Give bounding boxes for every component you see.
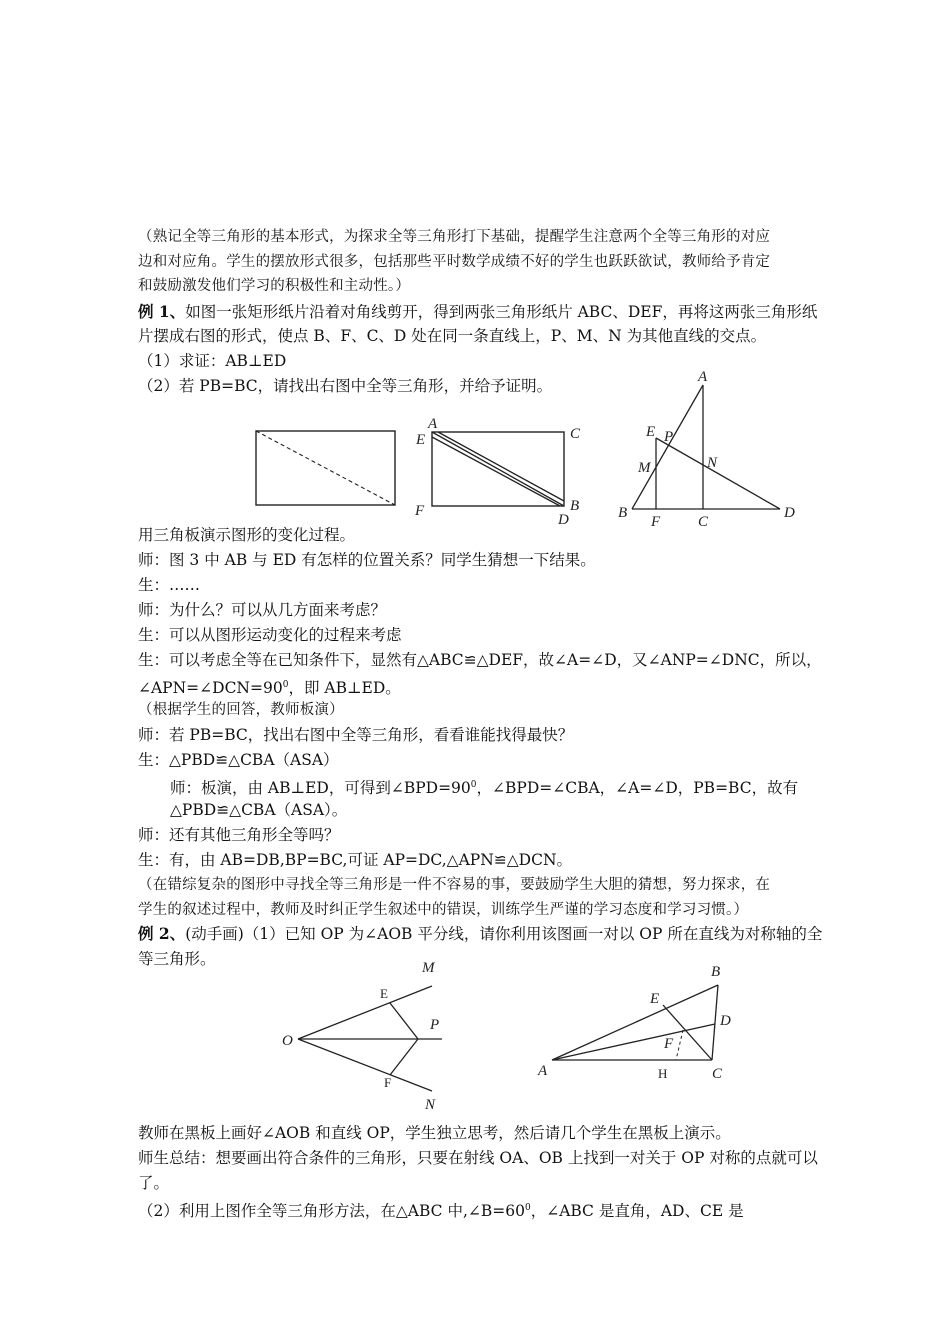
dialogue2-line-1: 师：若 PB=BC，找出右图中全等三角形，看看谁能找得最快？: [138, 726, 574, 744]
angle-label-o: O: [282, 1033, 293, 1049]
note2-line-2: 学生的叙述过程中，教师及时纠正学生叙述中的错误，训练学生严谨的学习态度和学习习惯。）: [138, 902, 749, 918]
example1-label: 例 1、: [138, 302, 186, 321]
last-pre: （2）利用上图作全等三角形方法，在△ABC 中,∠B=60: [138, 1202, 525, 1221]
example1-text-1: 如图一张矩形纸片沿着对角线剪开，得到两张三角形纸片 ABC、DEF，再将这两张三角形纸: [185, 303, 818, 321]
fig3-label-p: P: [664, 429, 674, 445]
tri-label-b: B: [711, 964, 721, 980]
dialogue3-line-1: 师：还有其他三角形全等吗？: [138, 826, 340, 844]
board-note: （根据学生的回答，教师板演）: [138, 702, 344, 718]
proof-sup: 0: [470, 780, 477, 790]
fig3-label-n: N: [707, 455, 718, 471]
fig2-label-a: A: [428, 416, 438, 432]
angle-label-e: E: [380, 986, 388, 1001]
tri-label-c: C: [712, 1066, 723, 1082]
intro-note-line-1: （熟记全等三角形的基本形式，为探求全等三角形打下基础，提醒学生注意两个全等三角形的对应: [138, 229, 771, 245]
tri-label-d: D: [720, 1013, 731, 1029]
dialogue-line-4: 师：为什么？可以从几方面来考虑？: [138, 601, 387, 619]
example2-line-2: 等三角形。: [138, 950, 216, 968]
apn-pre: ∠APN=∠DCN=90: [138, 679, 283, 698]
ending-line-2: 师生总结：想要画出符合条件的三角形，只要在射线 OA、OB 上找到一对关于 OP 对称的点就可以: [138, 1149, 818, 1167]
proof-line-2: △PBD≌△CBA（ASA）。: [170, 801, 348, 819]
example1-line-2: 片摆成右图的形式，使点 B、F、C、D 处在同一条直线上，P、M、N 为其他直线的交点。: [138, 327, 767, 345]
angle-label-p: P: [430, 1017, 440, 1033]
dialogue-line-6: 生：可以考虑全等在已知条件下，显然有△ABC≌△DEF，故∠A=∠D，又∠ANP=∠DNC，所以，: [138, 651, 822, 669]
proof-pre: 师：板演，由 AB⊥ED，可得到∠BPD=90: [170, 779, 471, 798]
ending-line-1: 教师在黑板上画好∠AOB 和直线 OP，学生独立思考，然后请几个学生在黑板上演示。: [138, 1124, 731, 1142]
dialogue-line-2: 师：图 3 中 AB 与 ED 有怎样的位置关系？同学生猜想一下结果。: [138, 551, 596, 569]
figure2-split-rectangle: [414, 416, 581, 528]
intro-note-line-2: 边和对应角。学生的摆放形式很多，包括那些平时数学成绩不好的学生也跃跃欲试，教师给予肯定: [138, 254, 771, 270]
fig3-label-d: D: [784, 505, 795, 521]
example1-question-2: （2）若 PB=BC，请找出右图中全等三角形，并给予证明。: [138, 377, 553, 395]
fig2-label-b: B: [570, 498, 580, 514]
angle-label-n: N: [425, 1097, 436, 1113]
intro-note-line-3: 和鼓励激发他们学习的积极性和主动性。）: [138, 278, 411, 294]
last-sup: 0: [524, 1203, 531, 1213]
angle-label-f: F: [384, 1075, 392, 1090]
fig3-label-e: E: [646, 424, 656, 440]
fig3-label-f: F: [651, 514, 661, 530]
figure-angle-bisector: [282, 960, 442, 1113]
tri-label-h: H: [658, 1066, 668, 1081]
fig2-label-f: F: [415, 503, 425, 519]
angle-label-m: M: [422, 960, 435, 976]
figure3-overlap-triangles: [618, 369, 795, 530]
apn-post: ，即 AB⊥ED。: [288, 679, 401, 698]
example2-label: 例 2、: [138, 924, 186, 943]
example2-text-1: (动手画)（1）已知 OP 为∠AOB 平分线，请你利用该图画一对以 OP 所在直线为对称轴的全: [185, 925, 823, 943]
ending-line-3: 了。: [138, 1174, 170, 1192]
apn-sup: 0: [282, 680, 289, 690]
tri-label-f: F: [664, 1036, 674, 1052]
fig2-label-d: D: [558, 512, 569, 528]
fig2-label-c: C: [570, 426, 581, 442]
fig2-label-e: E: [416, 432, 426, 448]
dialogue3-line-2: 生：有，由 AB=DB,BP=BC,可证 AP=DC,△APN≌△DCN。: [138, 851, 573, 869]
dialogue-line-1: 用三角板演示图形的变化过程。: [138, 526, 356, 544]
fig3-label-a: A: [698, 369, 708, 385]
example1-question-1: （1）求证：AB⊥ED: [138, 352, 287, 370]
last-line: [138, 1197, 744, 1222]
figure-right-triangle: [537, 964, 731, 1082]
example2-line-1: [138, 923, 822, 945]
proof-post: ，∠BPD=∠CBA，∠A=∠D，PB=BC，故有: [476, 779, 799, 798]
tri-label-a: A: [538, 1063, 548, 1079]
dialogue2-line-2: 生：△PBD≌△CBA（ASA）: [138, 751, 339, 769]
dialogue-line-5: 生：可以从图形运动变化的过程来考虑: [138, 626, 402, 644]
proof-line-1: [170, 774, 798, 799]
fig3-label-c: C: [698, 514, 709, 530]
fig3-label-m: M: [638, 460, 651, 476]
tri-label-e: E: [650, 991, 660, 1007]
last-post: ，∠ABC 是直角，AD、CE 是: [530, 1202, 744, 1221]
note2-line-1: （在错综复杂的图形中寻找全等三角形是一件不容易的事，要鼓励学生大胆的猜想，努力探求，在: [138, 877, 771, 893]
apn-line: [138, 674, 401, 699]
dialogue-line-3: 生：……: [138, 576, 201, 594]
fig3-label-b: B: [618, 505, 628, 521]
figure1-rectangle: [256, 431, 395, 505]
